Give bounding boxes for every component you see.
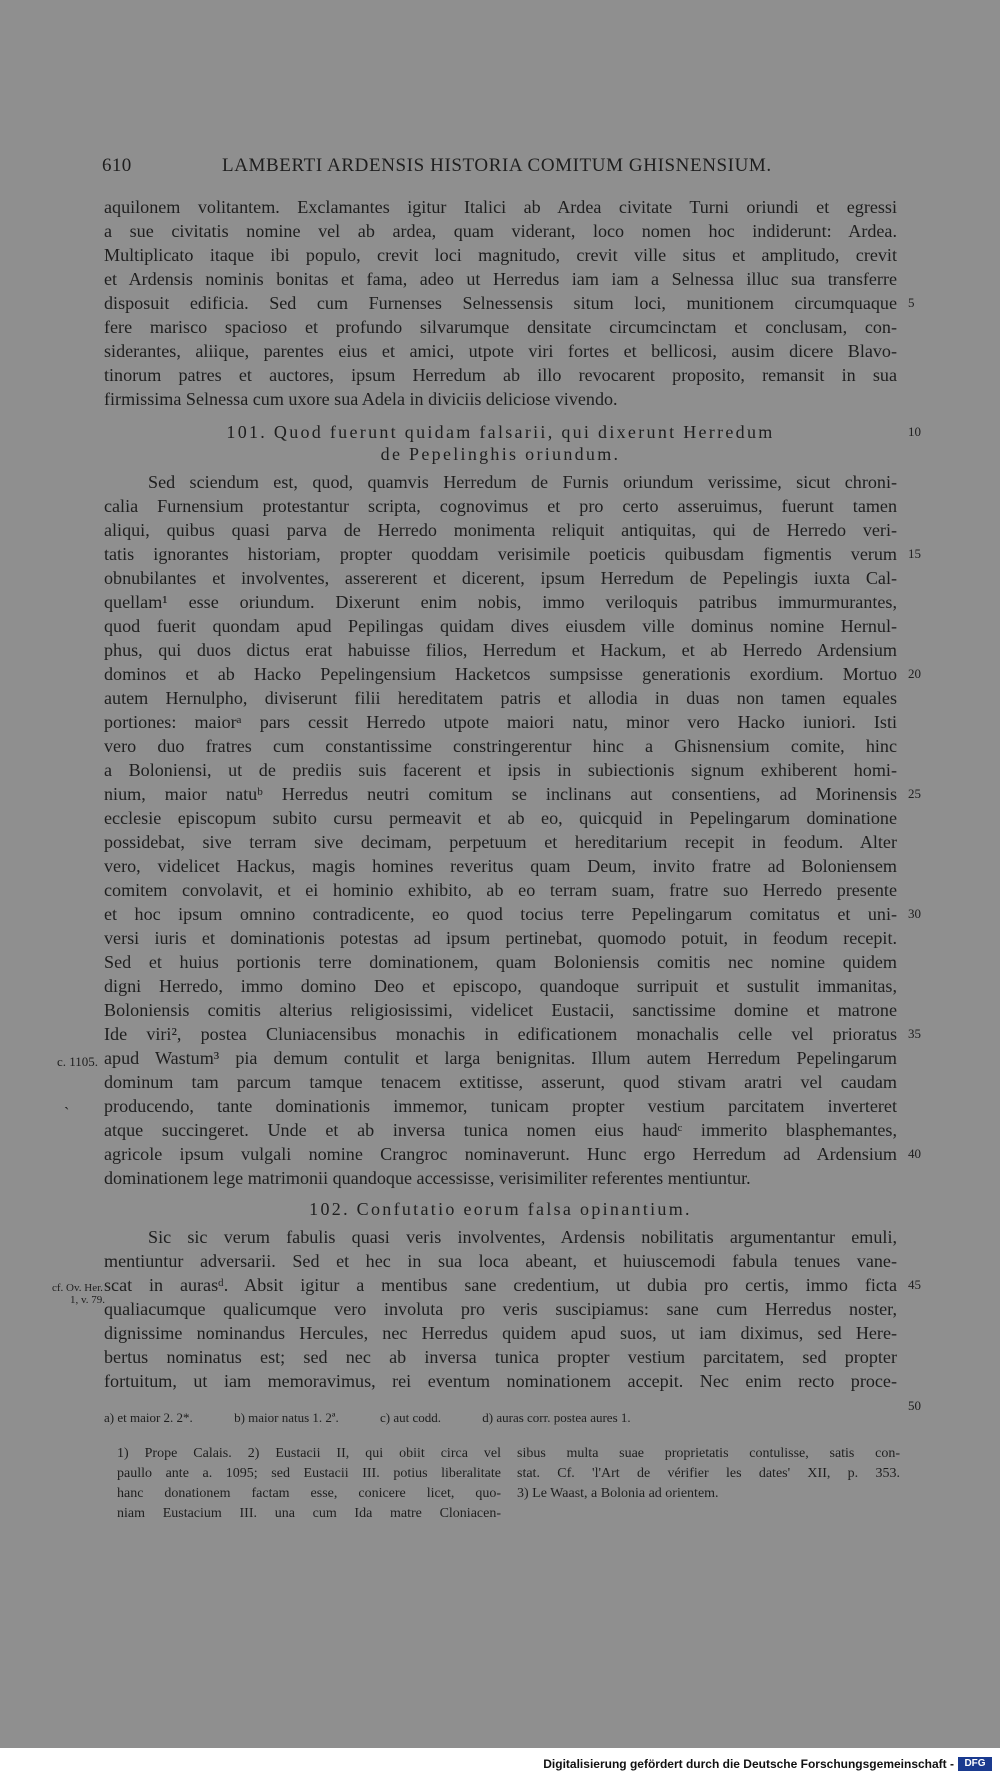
- text-line: apud Wastum³ pia demum contulit et larga benignitas. Illum autem Herredum Pepelingarum: [104, 1048, 897, 1068]
- line-number: 50: [908, 1398, 921, 1413]
- text-line: Multiplicato itaque ibi populo, crevit loci magnitudo, crevit ville situs et amplitudo, crevit: [104, 245, 897, 265]
- text-line: a Boloniensi, ut de prediis suis facerent et ipsis in subiectionis signum exhiberent homi-: [104, 760, 897, 780]
- text-line: dignissime nominandus Hercules, nec Herredus quidem apud suos, ut iam diximus, sed Here-: [104, 1323, 897, 1343]
- text-line: disposuit edificia. Sed cum Furnenses Selnessensis situm loci, munitionem circumquaque: [104, 293, 897, 313]
- text-line: Sic sic verum fabulis quasi veris involventes, Ardensis nobilitatis argumentantur emuli,: [148, 1227, 897, 1247]
- footnote-line: 3) Le Waast, a Bolonia ad orientem.: [517, 1486, 719, 1501]
- text-line: atque succingeret. Unde et ab inversa tunica nomen eius haudᶜ immerito blasphemantes,: [104, 1120, 897, 1140]
- footnote-line: niam Eustacium III. una cum Ida matre Cloniacen-: [117, 1506, 501, 1521]
- text-line: Boloniensis comitis alterius religiosissimi, videlicet Eustacii, sanctissime domine et matrone: [104, 1000, 897, 1020]
- text-line: fortuitum, ut iam memoravimus, rei eventum nominationem accepit. Nec enim recto proce-: [104, 1371, 897, 1391]
- text-line: dominationem lege matrimonii quandoque accessisse, verisimiliter referentes mentiuntur.: [104, 1168, 751, 1188]
- footnote-line: hanc donationem factam esse, conicere licet, quo-: [117, 1486, 501, 1501]
- line-number: 25: [908, 786, 921, 801]
- variant-note: b) maior natus 1. 2ª.: [234, 1410, 339, 1425]
- text-line: tinorum patres et auctores, ipsum Herredum ab illo revocarent proposito, remansit in sua: [104, 365, 897, 385]
- text-line: quellam¹ esse oriundum. Dixerunt enim nobis, immo veriloquis patribus immurmurantes,: [104, 592, 897, 612]
- margin-citation-note: 1, v. 79.: [70, 1294, 106, 1306]
- text-line: Sed et huius portionis terre dominationem, quam Boloniensis comitis nec nomine quidem: [104, 952, 897, 972]
- text-line: Sed sciendum est, quod, quamvis Herredum de Furnis oriundum verissime, sicut chroni-: [148, 472, 897, 492]
- line-number: 5: [908, 295, 915, 310]
- text-line: et hoc ipsum omnino contradicente, eo quod tocius terre Pepelingarum comitatus et uni-: [104, 904, 897, 924]
- text-line: dominum tam parcum tamque tenacem extitisse, asserunt, quod stivam aratri vel caudam: [104, 1072, 897, 1092]
- variant-note: a) et maior 2. 2*.: [104, 1410, 193, 1425]
- line-number: 40: [908, 1146, 921, 1161]
- text-line: fere marisco spacioso et profundo silvarumque densitate circumcinctam et conclusam, con-: [104, 317, 897, 337]
- text-line: calia Furnensium protestantur scripta, cognovimus et pro certo asseruimus, fuerunt tamen: [104, 496, 897, 516]
- page-number: 610: [102, 155, 132, 176]
- text-line: nium, maior natuᵇ Herredus neutri comitum se inclinans aut consentiens, ad Morinensis: [104, 784, 897, 804]
- text-line: portiones: maiorᵃ pars cessit Herredo utpote maiori natu, minor vero Hacko iuniori. Isti: [104, 712, 897, 732]
- variant-note: c) aut codd.: [380, 1410, 442, 1425]
- stray-mark: `: [64, 1105, 70, 1122]
- margin-citation-note: cf. Ov. Her.: [52, 1282, 103, 1294]
- text-line: digni Herredo, immo domino Deo et episcopo, quandoque surripuit et sustulit immanitas,: [104, 976, 897, 996]
- text-line: dominos et ab Hacko Pepelingensium Hacketcos sumpsisse generationis exordium. Mortuo: [104, 664, 897, 684]
- text-line: versi iuris et dominationis potestas ad ipsum pertinebat, quomodo potuit, in feodum recepit.: [104, 928, 897, 948]
- text-line: a sue civitatis nomine vel ab ardea, quam viderant, loco nomen hoc indiderunt: Ardea.: [104, 221, 897, 241]
- variant-notes: [104, 1407, 669, 1429]
- text-line: producendo, tante dominationis immemor, tunicam propter vestium parcitatem inverteret: [104, 1096, 897, 1116]
- margin-date-note: c. 1105.: [57, 1054, 99, 1069]
- text-line: bertus nominatus est; sed nec ab inversa tunica propter vestium parcitatem, sed propter: [104, 1347, 897, 1367]
- text-line: possidebat, sive terram sive decimam, perpetuum et hereditarium recepit in feodum. Alter: [104, 832, 897, 852]
- text-line: obnubilantes et involventes, assererent et dicerent, ipsum Herredum de Pepelingis iuxta Cal-: [104, 568, 897, 588]
- text-line: ecclesie episcopum subito cursu permeavit et ab eo, quicquid in Pepelingarum dominatione: [104, 808, 897, 828]
- chapter-102-heading: 102. Confutatio eorum falsa opinantium.: [309, 1199, 692, 1219]
- line-number: 15: [908, 546, 921, 561]
- running-title: LAMBERTI ARDENSIS HISTORIA COMITUM GHISNENSIUM.: [222, 155, 772, 176]
- variant-note: d) auras corr. postea aures 1.: [482, 1410, 631, 1425]
- footnote-line: stat. Cf. 'l'Art de vérifier les dates' XII, p. 353.: [517, 1466, 900, 1481]
- text-line: autem Hernulpho, diviserunt filii hereditatem patris et allodia in duas non tamen equales: [104, 688, 897, 708]
- text-line: et Ardensis nominis bonitas et fama, adeo ut Herredus iam iam a Selnessa illuc sua transferre: [104, 269, 897, 289]
- footnote-line: sibus multa suae proprietatis contulisse, satis con-: [517, 1446, 900, 1461]
- line-number: 10: [908, 424, 921, 439]
- text-line: firmissima Selnessa cum uxore sua Adela in diviciis deliciose vivendo.: [104, 389, 618, 409]
- line-number: 35: [908, 1026, 921, 1041]
- text-line: vero duo fratres cum constantissime constringerentur hinc a Ghisnensium comite, hinc: [104, 736, 897, 756]
- line-number: 30: [908, 906, 921, 921]
- dfg-logo: DFG: [958, 1757, 992, 1771]
- chapter-101-heading: 101. Quod fuerunt quidam falsarii, qui dixerunt Herredum: [226, 422, 775, 442]
- text-line: siderantes, aliique, parentes eius et amici, utpote viri fortes et bellicosi, ausim dicere Blavo-: [104, 341, 897, 361]
- text-line: vero, videlicet Hackus, magis homines reveritus quam Deum, invito fratre ad Boloniensem: [104, 856, 897, 876]
- text-line: mentiuntur adversarii. Sed et hec in sua loca abeant, et huiuscemodi fabula tenues vane-: [104, 1251, 897, 1271]
- text-line: aquilonem volitantem. Exclamantes igitur Italici ab Ardea civitate Turni oriundi et egressi: [104, 197, 897, 217]
- text-line: tatis ignorantes historiam, propter quoddam verisimile poeticis quibusdam figmentis verum: [104, 544, 897, 564]
- line-number: 20: [908, 666, 921, 681]
- text-line: agricole ipsum vulgali nomine Crangroc nominaverunt. Hunc ergo Herredum ad Ardensium: [104, 1144, 897, 1164]
- text-line: qualiacumque qualicumque vero involuta pro veris suscipiamus: sane cum Herredus noster,: [104, 1299, 897, 1319]
- line-number: 45: [908, 1277, 921, 1292]
- digitization-credit: Digitalisierung gefördert durch die Deutsche Forschungsgemeinschaft -: [543, 1757, 954, 1771]
- footnote-line: 1) Prope Calais. 2) Eustacii II, qui obiit circa vel: [117, 1446, 501, 1461]
- text-line: aliqui, quibus quasi parva de Herredo monimenta reliquit antiquitas, qui de Herredo veri-: [104, 520, 897, 540]
- chapter-101-heading-cont: de Pepelinghis oriundum.: [380, 444, 621, 464]
- text-line: quod fuerit quondam apud Pepilingas quidam dives eiusdem ville dominus nomine Hernul-: [104, 616, 897, 636]
- text-line: scat in aurasᵈ. Absit igitur a mentibus sane credentium, ut dubia pro certis, immo ficta: [104, 1275, 897, 1295]
- text-line: phus, qui duos dictus erat habuisse filios, Herredum et Hackum, et ab Herredo Ardensium: [104, 640, 897, 660]
- text-line: comitem convolavit, et ei hominio exhibito, ab eo terram suam, fratre suo Herredo presente: [104, 880, 897, 900]
- footnote-line: paullo ante a. 1095; sed Eustacii III. potius liberalitate: [117, 1466, 501, 1481]
- text-line: Ide viri², postea Cluniacensibus monachis in edificationem monachalis celle vel prioratus: [104, 1024, 897, 1044]
